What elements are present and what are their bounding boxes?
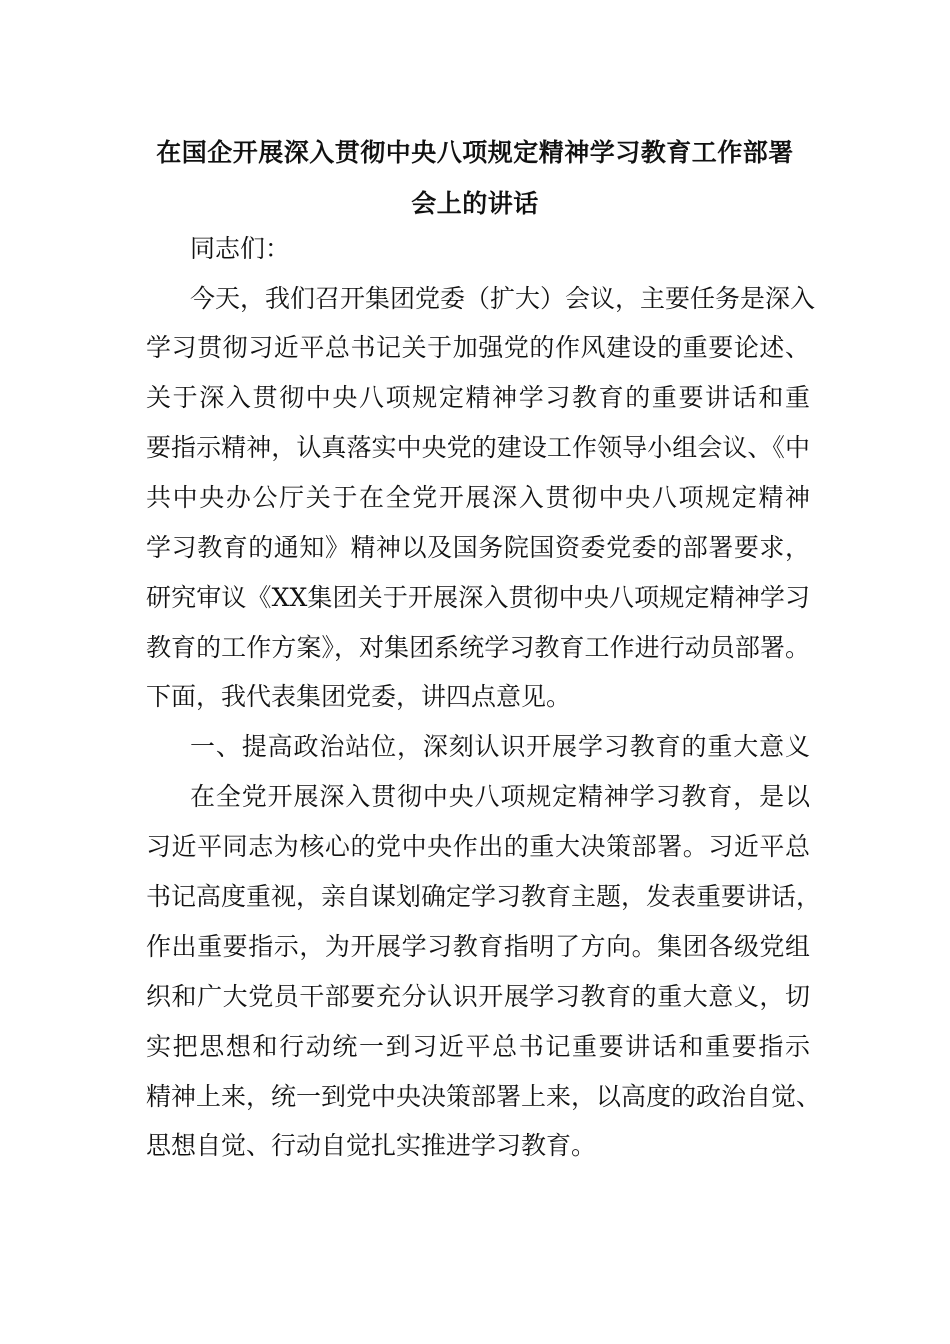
paragraph-2-line: 精神上来，统一到党中央决策部署上来，以高度的政治自觉、 (146, 1082, 822, 1111)
paragraph-1-line: 研究审议《XX集团关于开展深入贯彻中央八项规定精神学习 (146, 583, 810, 612)
paragraph-2-line: 思想自觉、行动自觉扎实推进学习教育。 (146, 1131, 597, 1160)
paragraph-1-line: 共中央办公厅关于在全党开展深入贯彻中央八项规定精神 (146, 483, 810, 512)
section-heading-1: 一、提高政治站位，深刻认识开展学习教育的重大意义 (190, 732, 810, 761)
paragraph-1-line: 教育的工作方案》，对集团系统学习教育工作进行动员部署。 (146, 633, 810, 662)
paragraph-1-line: 今天，我们召开集团党委（扩大）会议，主要任务是深入 (190, 284, 816, 313)
paragraph-2-line: 实把思想和行动统一到习近平总书记重要讲话和重要指示 (146, 1032, 810, 1061)
paragraph-2-line: 作出重要指示，为开展学习教育指明了方向。集团各级党组 (146, 932, 810, 961)
salutation: 同志们： (190, 234, 291, 263)
paragraph-1-line: 学习教育的通知》精神以及国务院国资委党委的部署要求， (146, 533, 810, 562)
document-title-line-1: 在国企开展深入贯彻中央八项规定精神学习教育工作部署 (156, 138, 794, 167)
paragraph-1-line: 要指示精神，认真落实中央党的建设工作领导小组会议、《中 (146, 433, 810, 462)
paragraph-1-line: 下面，我代表集团党委，讲四点意见。 (146, 682, 572, 711)
document-title-line-2: 会上的讲话 (411, 189, 539, 218)
paragraph-2-line: 书记高度重视，亲自谋划确定学习教育主题，发表重要讲话， (146, 882, 822, 911)
paragraph-2-line: 在全党开展深入贯彻中央八项规定精神学习教育，是以 (190, 782, 810, 811)
paragraph-2-line: 织和广大党员干部要充分认识开展学习教育的重大意义，切 (146, 982, 810, 1011)
paragraph-1-line: 关于深入贯彻中央八项规定精神学习教育的重要讲话和重 (146, 383, 810, 412)
paragraph-2-line: 习近平同志为核心的党中央作出的重大决策部署。习近平总 (146, 832, 810, 861)
paragraph-1-line: 学习贯彻习近平总书记关于加强党的作风建设的重要论述、 (146, 333, 810, 362)
